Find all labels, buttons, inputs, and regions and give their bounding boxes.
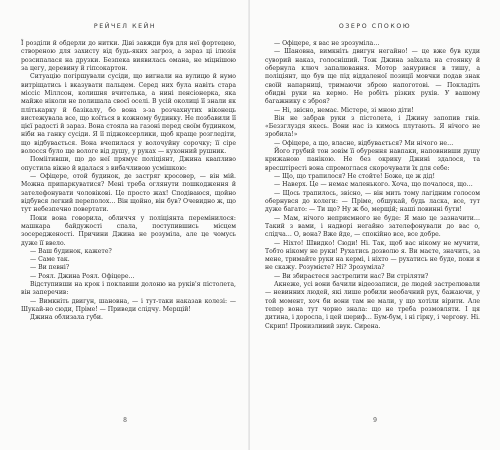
right-page xyxy=(250,0,500,450)
right-running-head: ОЗЕРО СПОКОЮ xyxy=(338,23,412,30)
paragraph: — Ваш будинок, кажете? xyxy=(30,247,112,255)
right-page-number: 9 xyxy=(373,417,377,424)
paragraph: — Мам, нічого неприємного не буде: Я маю це зазначити… Такий з вами, і надворі негайно зателефонували до вас о, слідча… О, вона? Вже йде, — спокійно все, все добре. xyxy=(265,214,480,239)
left-page-number: 8 xyxy=(123,417,127,424)
paragraph: — Ніхто! Швидко! Сюди! Ні. Так, щоб вас нікому не мучити, Тобто нікому не руки! Рухатись дозволю я. Ви маєте, значить, за мене, тримайте руки на кермі, і ніхто — рухатись не буде, поки я не скажу. Розумієте? Ні? Зрозуміла? xyxy=(265,239,480,272)
paragraph: — Що, що трапилося? Не стойте! Боже, це ж дід! xyxy=(274,173,435,180)
paragraph: — Ви збираєтеся застрелити нас? Ви стріляти? xyxy=(274,272,429,280)
paragraph: — Саме так. xyxy=(30,256,70,264)
paragraph: — Вимкніть двигун, шановна, — і тут-таки наказав колезі: — Шукай-но сюди, Пріме! — Приведи слідчу. Мерщій! xyxy=(21,297,236,313)
paragraph: Поки вона говорила, обличчя у поліціянта перемінилося: машкара байдужості спала, поступившись місцем зосередженості. Причини Джина не розуміла, але це чомусь дуже її ввело. xyxy=(21,214,236,247)
left-page-text xyxy=(21,40,236,323)
paragraph: Ситуацію погіршували сусіди, що вигнали на вулицю й нумо витріщатись і вказувати пальцем. Серед них була навіть стара міссіс Міллсон, колишня вчителька, а нині пенсіонерка, яка майже ніколи не полишала своєї оселі. В усій околиці її знали як плітькарку й базікалу, бо вона з-за розчахнутих віконець вистежувала все, що коїться в кожному будинку. Не позбавили її цієї радості й зараз. Вона стояла на газоні перед своїм будинком, ніби на ганку сусіди. Я її піджоксерлики, щоб краще розгледіти, що відбувається. Вона вчепилася у волочуйну сорочку; її сіре волосся було ще вологе від душу, у руках — кухонний рушник. xyxy=(21,73,236,156)
paragraph: Відступивши на крок і поклавши долоню на руків'я пістолета, він заперечив: xyxy=(21,281,236,297)
paragraph: — Ні, звісно, немає. Містере, зі мною діти! xyxy=(274,106,414,114)
paragraph: Його грубий тон зовім її обурення навпаки, наповнивши душу крижаною панікою. Не без окрику Джині здалося, та вресштіресті вона спромоглася скорочувати їх для себе: xyxy=(265,148,480,172)
paragraph: — Шановна, вимкніть двигун негайно! — це вже був куди суворий наказ, голосніший. Тож Джина заїхала на стоянку й обернула ключ запалювання. Мотор занурився в тишу, а поліціянт, що був ще під віддаленої позиції мовчки подав знак своїй напарниці, тримаючи зброю напоготові. — Покладіть обидві руки на кермо. Не робіть різких рухів. У вашому багажнику є зброя? xyxy=(265,48,480,106)
paragraph: — Ви певні? xyxy=(30,264,70,272)
paragraph: — Офіцере, отой будинок, де застряг кросовер, — він мій. Можна припаркуватися? Мені треба оглянути пошкодження й зателефонувати чоловікові. Це просто жах! Сподіваюся, щойно відбувся легкий переполох… Він щойно, він був? Очевидно ж, що тут небезпечно повертати. xyxy=(21,173,236,214)
paragraph: — Щось трапилось, звісно, — він мить тому лагідним голосом обернувся до колеги: — Пріме, обшукай, будь ласка, все, тут дуже багато: — Ти що? Ну ж бо, мерщій; наші повинні бути! xyxy=(265,189,480,214)
right-page-text xyxy=(265,40,480,331)
left-running-head: РЕЙЧЕЛ КЕЙН xyxy=(93,23,157,30)
paragraph: Джина облизала губи. xyxy=(30,314,103,322)
paragraph: — Роял. Джина Роял. Офіцере… xyxy=(30,272,135,280)
paragraph: Акнеже, усі вони бачили відеозаписи, де людей застрелювали — невинних людей, які лише робили необачний рух, бажаючи, у той момент, хоч би вони там не мали, у що хотіли вірити. Але тепер вона тут чорно знала: що не треба розмовляти. І ця дитина, і доросла, і цей шериф… Бум-бум, і ні гірку, і чергову. Ні. Скрип! Пронизливий звук. Сирена. xyxy=(265,281,480,330)
paragraph: — Наверх. Це — немає маленького. Хоча, що почалося, що… xyxy=(274,181,473,189)
paragraph: Ї розділи й обдерли до нитки. Діві завжди був для неї фортецею, створеною для захисту від будь-яких загроз, а зараз ці ілюзія розсипалася на друзки. Безпека виявилась омана, не міцнішою за цегу, деревину й гіпсокартон. xyxy=(21,40,236,72)
paragraph: Поміітивши, що до неї прямує поліціянт, Джина квапливо опустила вікно й вдалася з вибачливою усмішкою: xyxy=(21,156,236,172)
paragraph: Він не забрав руки з пістолета, і Джину запопив гнів. «Беззглуздя якесь. Вони нас із кимось плутають. Я нічого не зробила!» xyxy=(265,114,480,139)
paragraph: — Офіцере, а що, власне, відбувається? Ми нічого не… xyxy=(274,139,454,147)
paragraph: — Офіцере, я вас не зрозуміла… xyxy=(274,40,380,47)
